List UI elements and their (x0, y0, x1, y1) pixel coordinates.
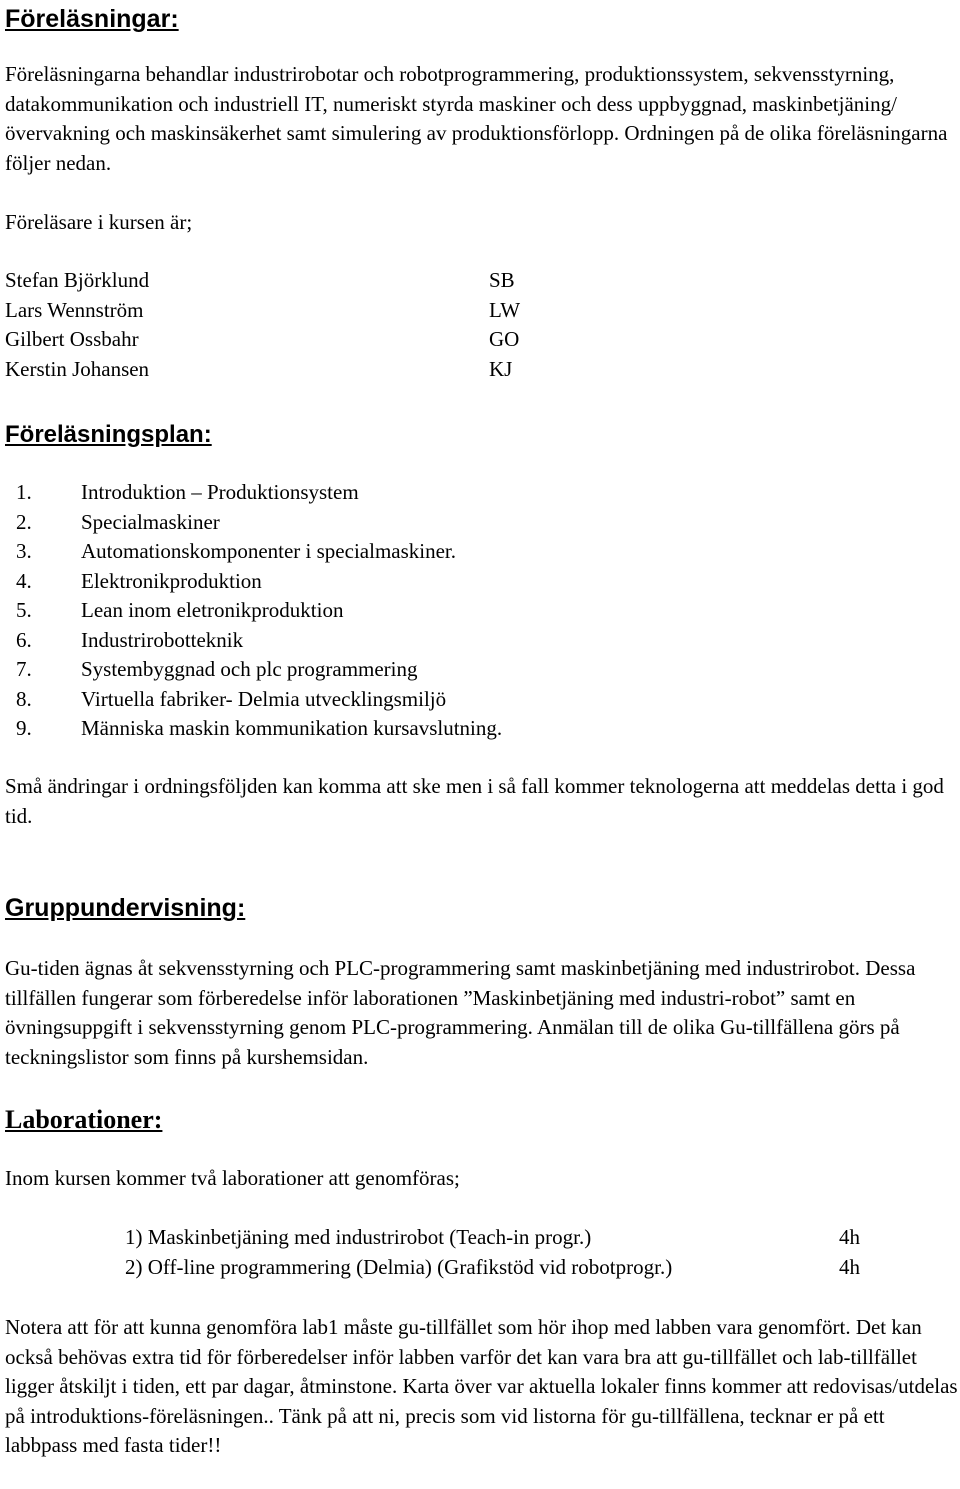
list-item (5, 537, 502, 567)
lecture-plan-list (5, 478, 502, 744)
laborationer-notes-paragraph: Notera att för att kunna genomföra lab1 måste gu-tillfället som hör ihop med labben vara genomfört. Det kan också behövas extra tid för förberedelser inför labben varför det kan vara bra att gu-tillfället och lab-tillfället ligger åtskiljt i tiden, ett par dagar, åtminstone. Karta över var aktuella lokaler finns kommer att redovisas/utdelas på introduktions-föreläsningen.. Tänk på att ni, precis som vid listorna för gu-tillfällena, tecknar er på ett labbpass med fasta tider!! (5, 1315, 958, 1457)
list-item-number: 1. (16, 480, 32, 504)
list-item-number: 8. (16, 686, 32, 711)
gruppundervisning-paragraph: Gu-tiden ägnas åt sekvensstyrning och PLC-programmering samt maskinbetjäning med industrirobot. Dessa tillfällen fungerar som förberedelse inför laborationen ”Maskinbetjäning med industri-robot” samt en övningsuppgift i sekvensstyrning genom PLC-programmering. Anmälan till de olika Gu-tillfällena görs på teckningslistor som finns på kurshemsidan. (5, 956, 916, 1069)
laborationer-intro: Inom kursen kommer två laborationer att genomföras; (5, 1166, 460, 1190)
list-item (5, 596, 502, 626)
lecturer-code: GO (489, 327, 520, 351)
list-item (5, 655, 502, 685)
list-item (5, 478, 502, 508)
forelasningar-intro-paragraph: Föreläsningarna behandlar industrirobotar och robotprogrammering, produktionssystem, sekvensstyrning, datakommunikation och industriell IT, numeriskt styrda maskiner och dess uppbyggnad, maskinbetjäning/övervakning och maskinsäkerhet samt simulering av produktionsförlopp. Ordningen på de olika föreläsningarna följer nedan. (5, 62, 948, 175)
list-item-text: Introduktion – Produktionsystem (81, 480, 359, 504)
list-item-number: 7. (16, 657, 32, 681)
lab-row (125, 1223, 860, 1253)
section-heading-forelasningar: Föreläsningar: (5, 5, 179, 33)
lecturer-name: Stefan Björklund (5, 268, 150, 292)
list-item-text: Industrirobotteknik (81, 627, 244, 652)
list-item-text: Elektronikproduktion (81, 568, 262, 593)
lab-hours: 4h (839, 1255, 860, 1279)
lecturer-name: Gilbert Ossbahr (5, 327, 139, 351)
lecturer-code: KJ (489, 356, 513, 381)
lab-title: 2) Off-line programmering (Delmia) (Grafikstöd vid robotprogr.) (125, 1255, 673, 1279)
lecturer-code: SB (489, 268, 515, 292)
list-item-text: Automationskomponenter i specialmaskiner. (81, 539, 457, 563)
list-item (5, 567, 502, 597)
list-item-number: 4. (16, 568, 32, 593)
lab-title: 1) Maskinbetjäning med industrirobot (Teach-in progr.) (125, 1225, 592, 1249)
lab-hours: 4h (839, 1225, 860, 1249)
list-item-text: Specialmaskiner (81, 509, 220, 534)
list-item-number: 9. (16, 716, 32, 740)
lecturer-list (5, 266, 520, 384)
list-item-text: Lean inom eletronikproduktion (81, 598, 344, 622)
list-item (5, 508, 502, 538)
lab-row (125, 1253, 860, 1283)
list-item-number: 5. (16, 598, 32, 622)
list-item-text: Systembyggnad och plc programmering (81, 657, 418, 681)
order-changes-note: Små ändringar i ordningsföljden kan komma att ske men i så fall kommer teknologerna att meddelas detta i god tid. (5, 774, 944, 828)
list-item-text: Virtuella fabriker- Delmia utvecklingsmiljö (81, 686, 447, 711)
list-item-number: 3. (16, 539, 32, 563)
list-item-number: 6. (16, 627, 32, 652)
lecturers-intro: Föreläsare i kursen är; (5, 210, 193, 234)
lab-list (125, 1223, 860, 1283)
section-heading-gruppundervisning: Gruppundervisning: (5, 894, 246, 922)
list-item-text: Människa maskin kommunikation kursavslutning. (81, 716, 503, 740)
lecturer-row (5, 355, 520, 385)
lecturer-name: Lars Wennström (5, 297, 144, 322)
list-item (5, 714, 502, 744)
lecturer-row (5, 296, 520, 326)
section-heading-laborationer: Laborationer: (5, 1105, 163, 1134)
lecturer-name: Kerstin Johansen (5, 356, 150, 381)
list-item (5, 626, 502, 656)
list-item (5, 685, 502, 715)
lecturer-code: LW (489, 297, 521, 322)
section-heading-forelasningsplan: Föreläsningsplan: (5, 421, 212, 448)
lecturer-row (5, 266, 520, 296)
lecturer-row (5, 325, 520, 355)
list-item-number: 2. (16, 509, 32, 534)
